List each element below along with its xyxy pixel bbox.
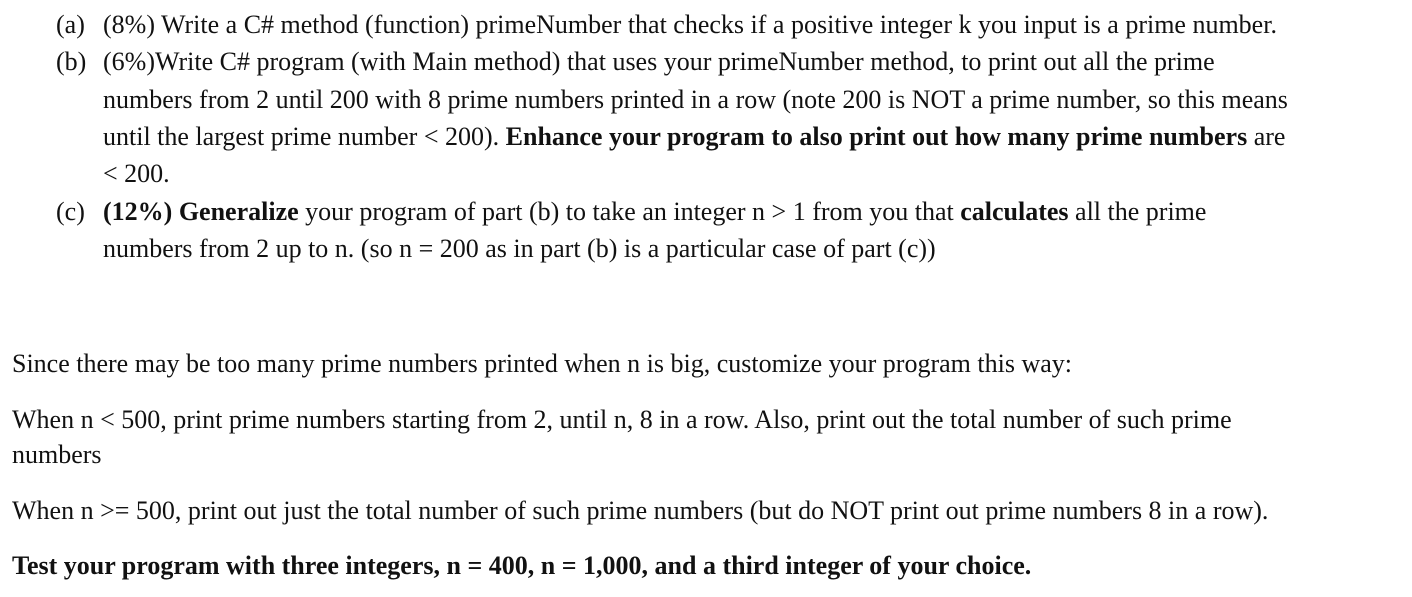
- part-c-plain-1: your program of part (b) to take an integer n > 1 from you that: [298, 197, 961, 226]
- part-c-line-2: numbers from 2 up to n. (so n = 200 as in part (b) is a particular case of part (c)): [103, 234, 936, 263]
- part-a-marker: (a): [56, 10, 85, 39]
- part-b-marker: (b): [56, 47, 87, 76]
- small-n-paragraph-line-2: numbers: [12, 440, 102, 469]
- test-instruction: Test your program with three integers, n = 400, n = 1,000, and a third integer of your choice.: [12, 551, 1032, 580]
- part-c-line-1: [103, 197, 1206, 227]
- part-c-bold-generalize: (12%) Generalize: [103, 197, 299, 226]
- part-b-line-4: < 200.: [103, 159, 170, 188]
- part-c-plain-2: all the prime: [1068, 197, 1207, 226]
- part-c-marker: (c): [56, 197, 85, 226]
- part-b-line-3: [103, 122, 1285, 152]
- intro-paragraph: Since there may be too many prime numbers printed when n is big, customize your program this way:: [12, 349, 1072, 378]
- part-b-line-3-tail: are: [1247, 122, 1286, 151]
- part-b-line-1: (6%)Write C# program (with Main method) that uses your primeNumber method, to print out all the prime: [103, 47, 1215, 76]
- part-b-line-2: numbers from 2 until 200 with 8 prime numbers printed in a row (note 200 is NOT a prime number, so this means: [103, 85, 1288, 114]
- part-b-line-3-bold: Enhance your program to also print out how many prime numbers: [505, 122, 1248, 151]
- large-n-paragraph: When n >= 500, print out just the total number of such prime numbers (but do NOT print out prime numbers 8 in a row).: [12, 496, 1269, 525]
- part-c-bold-calculates: calculates: [960, 197, 1069, 226]
- small-n-paragraph-line-1: When n < 500, print prime numbers starting from 2, until n, 8 in a row. Also, print out the total number of such prime: [12, 405, 1232, 434]
- part-a-text: (8%) Write a C# method (function) primeNumber that checks if a positive integer k you input is a prime number.: [103, 10, 1277, 39]
- part-b-line-3-plain: until the largest prime number < 200).: [103, 122, 506, 151]
